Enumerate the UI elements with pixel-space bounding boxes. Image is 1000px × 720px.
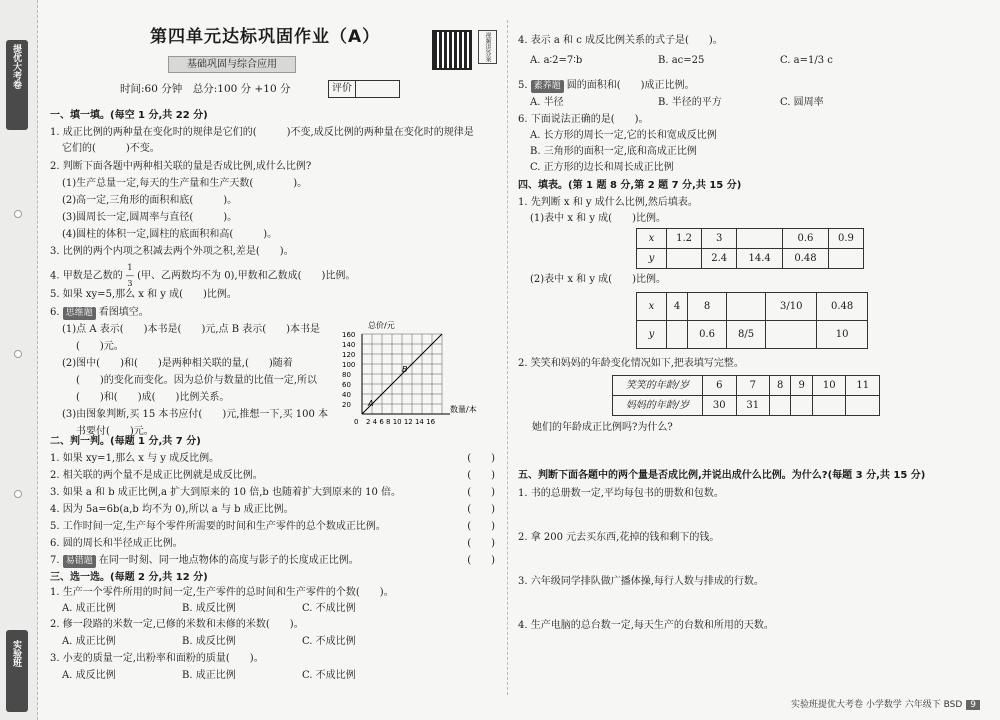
table-cell[interactable] [766, 321, 817, 349]
table-cell: 8 [770, 376, 791, 396]
question-text: (1)表中 x 和 y 成( )比例。 [530, 213, 666, 224]
judge-item [50, 468, 495, 483]
option-b[interactable]: B. ac=25 [658, 55, 705, 66]
judge-text: 5. 工作时间一定,生产每个零件所需要的时间和生产零件的总个数成正比例。 [50, 521, 386, 532]
judge-item [50, 536, 495, 551]
answer-parens[interactable]: ( ) [467, 453, 495, 464]
answer-parens[interactable]: ( ) [467, 555, 495, 566]
exam-meta: 时间:60 分钟 总分:100 分 +10 分 [120, 83, 291, 95]
table-cell: 30 [703, 396, 737, 416]
question-text: 她们的年龄成正比例吗?为什么? [532, 422, 673, 433]
option-a[interactable]: A. a∶2=7∶b [530, 55, 583, 66]
option-a[interactable]: A. 长方形的周长一定,它的长和宽成反比例 [530, 130, 717, 141]
question-text: 2. 判断下面各题中两种相关联的量是否成比例,成什么比例? [50, 161, 312, 172]
table-row [637, 321, 868, 349]
judge-text: 4. 因为 5a=6b(a,b 均不为 0),所以 a 与 b 成正比例。 [50, 504, 294, 515]
option-a[interactable]: A. 成反比例 [62, 670, 116, 681]
row-header: 笑笑的年龄/岁 [613, 376, 703, 396]
option-c[interactable]: C. 圆周率 [780, 97, 824, 108]
section-4-heading: 四、填表。(第 1 题 8 分,第 2 题 7 分,共 15 分) [518, 180, 742, 191]
question-text: (2)表中 x 和 y 成( )比例。 [530, 274, 666, 285]
judge-item [50, 519, 495, 534]
judge-text: 2. 相关联的两个量不是成正比例就是成反比例。 [50, 470, 263, 481]
graph-origin: 0 [354, 418, 359, 426]
table-cell: 0.9 [828, 229, 863, 249]
question-6: 6. 思维题 看图填空。 [50, 307, 149, 318]
table-cell[interactable] [846, 396, 880, 416]
question-text: 3. 小麦的质量一定,出粉率和面粉的质量( )。 [50, 653, 264, 664]
table-cell: 7 [736, 376, 770, 396]
table-cell: 0.48 [817, 293, 868, 321]
graph-ytick: 60 [342, 381, 351, 389]
section-1-heading: 一、填一填。(每空 1 分,共 22 分) [50, 110, 208, 121]
graph-ytick: 40 [342, 391, 351, 399]
table-cell: 1.2 [667, 229, 702, 249]
point-a-label: A [368, 399, 374, 408]
row-header: y [637, 321, 667, 349]
table-cell: 8/5 [727, 321, 766, 349]
option-a[interactable]: A. 成正比例 [62, 636, 116, 647]
point-b-label: B [402, 365, 408, 374]
row-header: 妈妈的年龄/岁 [613, 396, 703, 416]
evaluation-box[interactable] [328, 80, 400, 98]
question-text: 4. 甲数是乙数的 [50, 270, 123, 282]
question-text: 3. 六年级同学排队做广播体操,每行人数与排成的行数。 [518, 576, 764, 587]
question-text: 1. 书的总册数一定,平均每包书的册数和包数。 [518, 488, 724, 499]
graph-ylabel: 总价/元 [368, 321, 395, 330]
answer-parens[interactable]: ( ) [467, 487, 495, 498]
error-prone-tag: 易错题 [63, 555, 96, 568]
page-number: 9 [966, 700, 980, 710]
option-c[interactable]: C. 不成比例 [302, 636, 356, 647]
graph-ytick: 80 [342, 371, 351, 379]
question-text: 2. 笑笑和妈妈的年龄变化情况如下,把表填写完整。 [518, 358, 744, 369]
option-c[interactable]: C. 不成比例 [302, 603, 356, 614]
table-cell[interactable] [828, 249, 863, 269]
table-cell: 11 [846, 376, 880, 396]
column-divider [507, 20, 508, 695]
graph-ytick: 20 [342, 401, 351, 409]
table-cell: 3/10 [766, 293, 817, 321]
judge-item [50, 485, 495, 500]
question-text: 3. 比例的两个内项之积减去两个外项之积,差是( )。 [50, 246, 294, 257]
eval-label: 评价 [329, 81, 356, 97]
section-3-heading: 三、选一选。(每题 2 分,共 12 分) [50, 572, 208, 583]
table-row [613, 396, 880, 416]
judge-item [50, 553, 495, 568]
table-cell[interactable] [770, 396, 791, 416]
table-2 [636, 292, 868, 349]
table-1 [636, 228, 864, 269]
row-header: x [637, 293, 667, 321]
table-cell[interactable] [727, 293, 766, 321]
option-b[interactable]: B. 成正比例 [182, 670, 236, 681]
question-text: 1. 生产一个零件所用的时间一定,生产零件的总时间和生产零件的个数( )。 [50, 587, 394, 598]
table-cell[interactable] [812, 396, 846, 416]
question-text: (3)圆周长一定,圆周率与直径( )。 [62, 212, 238, 223]
answer-parens[interactable]: ( ) [467, 538, 495, 549]
question-4 [50, 264, 355, 288]
table-cell[interactable] [737, 229, 783, 249]
option-c[interactable]: C. 正方形的边长和周长成正比例 [530, 162, 674, 173]
table-row [613, 376, 880, 396]
price-quantity-graph [332, 318, 492, 430]
question-text: (1)生产总量一定,每天的生产量和生产天数( )。 [62, 178, 308, 189]
thinking-tag: 思维题 [63, 307, 96, 320]
page-footer [791, 697, 980, 710]
judge-item [50, 502, 495, 517]
judge-text: 3. 如果 a 和 b 成正比例,a 扩大到原来的 10 倍,b 也随着扩大到原来的 10 倍。 [50, 487, 402, 498]
graph-ytick: 120 [342, 351, 356, 359]
table-cell: 14.4 [737, 249, 783, 269]
qr-code-icon[interactable] [432, 30, 472, 70]
page-subtitle: 基础巩固与综合应用 [168, 56, 296, 73]
option-b[interactable]: B. 半径的平方 [658, 97, 722, 108]
table-cell: 3 [702, 229, 737, 249]
binding-hole [14, 210, 22, 218]
binding-hole [14, 490, 22, 498]
page-title: 第四单元达标巩固作业（A） [150, 27, 381, 47]
question-text: 4. 表示 a 和 c 成反比例关系的式子是( )。 [518, 35, 723, 46]
question-text: 它们的( )不变。 [62, 143, 160, 154]
table-cell: 9 [791, 376, 812, 396]
table-cell[interactable] [667, 249, 702, 269]
judge-text: 在同一时刻、同一地点物体的高度与影子的长度成正比例。 [98, 555, 359, 566]
question-text: 1. 成正比例的两种量在变化时的规律是它们的( )不变,成反比例的两种量在变化时的规律是 [50, 127, 474, 138]
question-text: 5. 如果 xy=5,那么 x 和 y 成( )比例。 [50, 289, 237, 300]
graph-xticks: 2 4 6 8 10 12 14 16 [366, 418, 436, 426]
question-text: 1. 先判断 x 和 y 成什么比例,然后填表。 [518, 197, 698, 208]
table-cell: 6 [703, 376, 737, 396]
section-2-heading: 二、判一判。(每题 1 分,共 7 分) [50, 436, 201, 447]
answer-parens[interactable]: ( ) [467, 504, 495, 515]
question-text: ( )的变化而变化。因为总价与数量的比值一定,所以 [76, 375, 317, 386]
row-header: y [637, 249, 667, 269]
table-row [637, 229, 864, 249]
graph-ytick: 140 [342, 341, 356, 349]
question-text: 6. 下面说法正确的是( )。 [518, 114, 649, 125]
question-text: 2. 修一段路的米数一定,已修的米数和未修的米数( )。 [50, 619, 304, 630]
footer-text: 实验班提优大考卷 小学数学 六年级下 BSD [791, 700, 963, 710]
row-header: x [637, 229, 667, 249]
question-text: 圆的面积和( )成正比例。 [566, 80, 695, 91]
binding-margin [0, 0, 38, 720]
option-b[interactable]: B. 三角形的面积一定,底和高成正比例 [530, 146, 697, 157]
table-cell: 0.6 [688, 321, 727, 349]
option-b[interactable]: B. 成反比例 [182, 636, 236, 647]
answer-parens[interactable]: ( ) [467, 521, 495, 532]
option-a[interactable]: A. 半径 [530, 97, 564, 108]
table-cell: 31 [736, 396, 770, 416]
option-a[interactable]: A. 成正比例 [62, 603, 116, 614]
table-cell: 0.6 [783, 229, 829, 249]
answer-parens[interactable]: ( ) [467, 470, 495, 481]
question-5: 5. 素养题 圆的面积和( )成正比例。 [518, 80, 695, 91]
question-text: ( )元。 [76, 341, 124, 352]
table-cell: 4 [667, 293, 688, 321]
option-c[interactable]: C. 不成比例 [302, 670, 356, 681]
binding-hole [14, 350, 22, 358]
option-b[interactable]: B. 成反比例 [182, 603, 236, 614]
question-text: ( )和( )成( )比例关系。 [76, 392, 230, 403]
brand-label: 提优大考卷 [11, 44, 21, 89]
judge-text: 1. 如果 xy=1,那么 x 与 y 成反比例。 [50, 453, 220, 464]
graph-ytick: 100 [342, 361, 356, 369]
qr-label: 视频讲答案 [478, 30, 497, 64]
question-text: 2. 拿 200 元去买东西,花掉的钱和剩下的钱。 [518, 532, 720, 543]
question-text: (1)点 A 表示( )本书是( )元,点 B 表示( )本书是 [62, 324, 321, 335]
table-cell: 10 [817, 321, 868, 349]
question-text: 4. 生产电脑的总台数一定,每天生产的台数和所用的天数。 [518, 620, 774, 631]
judge-item [50, 451, 495, 466]
table-cell: 8 [688, 293, 727, 321]
option-c[interactable]: C. a=1/3 c [780, 55, 833, 66]
graph-xlabel: 数量/本 [450, 405, 477, 414]
table-cell[interactable] [791, 396, 812, 416]
question-text: (4)圆柱的体积一定,圆柱的底面积和高( )。 [62, 229, 278, 240]
item-number: 7. [50, 555, 63, 566]
table-3 [612, 375, 880, 416]
question-text: (甲、乙两数均不为 0),甲数和乙数成( )比例。 [137, 270, 356, 282]
question-text: 书要付( )元。 [76, 426, 154, 437]
table-row [637, 249, 864, 269]
graph-ytick: 160 [342, 331, 356, 339]
table-cell[interactable] [667, 321, 688, 349]
question-text: (2)图中( )和( )是两种相关联的量,( )随着 [62, 358, 293, 369]
table-cell: 10 [812, 376, 846, 396]
judge-text: 6. 圆的周长和半径成正比例。 [50, 538, 183, 549]
fraction-one-third: 1 ― 3 [125, 263, 134, 288]
literacy-tag: 素养题 [531, 80, 564, 93]
table-row [637, 293, 868, 321]
section-5-heading: 五、判断下面各题中的两个量是否成比例,并说出成什么比例。为什么?(每题 3 分,共 15 分) [518, 470, 926, 481]
brand-label-bottom: 实验班 [11, 640, 21, 667]
question-text: 看图填空。 [98, 307, 149, 318]
table-cell: 2.4 [702, 249, 737, 269]
question-text: (3)由图象判断,买 15 本书应付( )元,推想一下,买 100 本 [62, 409, 329, 420]
table-cell: 0.48 [783, 249, 829, 269]
question-text: (2)高一定,三角形的面积和底( )。 [62, 195, 238, 206]
